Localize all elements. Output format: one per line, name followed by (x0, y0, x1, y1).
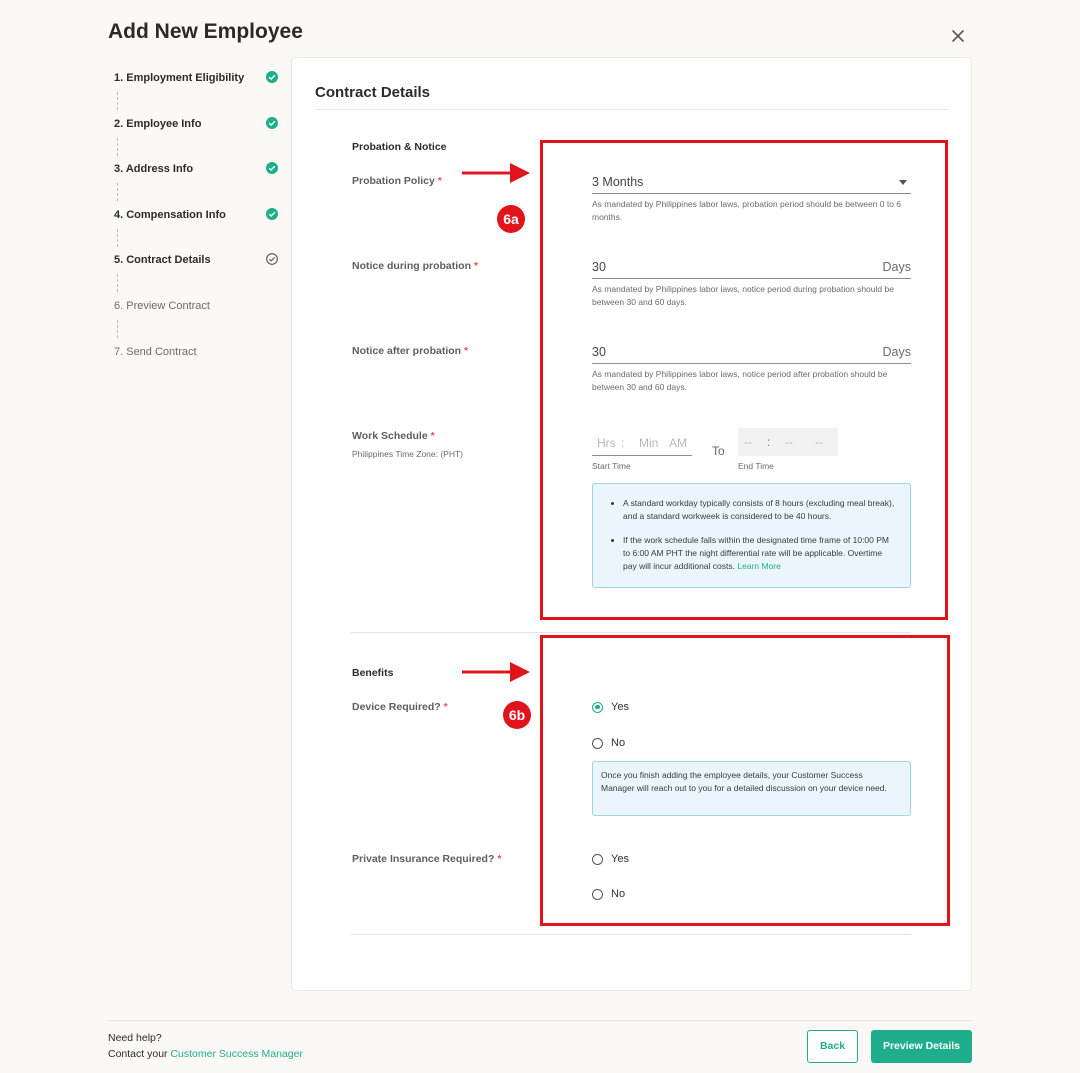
benefits-section-title: Benefits (352, 667, 394, 679)
step-employee-info[interactable] (114, 116, 284, 162)
step-connector (117, 320, 118, 338)
page-title: Add New Employee (108, 20, 303, 43)
step-compensation-info[interactable] (114, 207, 284, 253)
step-connector (117, 183, 118, 201)
back-button[interactable]: Back (807, 1030, 858, 1063)
customer-success-manager-link[interactable]: Customer Success Manager (170, 1048, 303, 1060)
to-label: To (712, 444, 725, 458)
learn-more-link[interactable]: Learn More (737, 561, 781, 571)
end-time-caption: End Time (738, 461, 774, 471)
required-mark: * (464, 345, 469, 357)
step-connector (117, 92, 118, 110)
minutes-placeholder: Min (639, 436, 659, 450)
required-mark: * (437, 175, 442, 187)
notice-during-value: 30 (592, 260, 606, 274)
device-required-label (352, 701, 448, 713)
step-label: 1. Employment Eligibility (114, 72, 245, 84)
label-text: Notice after probation (352, 345, 462, 357)
notice-after-value: 30 (592, 345, 606, 359)
required-mark: * (497, 853, 502, 865)
label-text: Notice during probation (352, 260, 471, 272)
label-text: Device Required? (352, 701, 441, 713)
divider (315, 109, 949, 110)
check-circle-icon (266, 116, 278, 128)
hours-placeholder: Hrs (597, 436, 616, 450)
notice-after-label (352, 345, 468, 357)
check-circle-outline-icon (266, 252, 278, 264)
radio-label: Yes (611, 701, 629, 713)
timezone-label: Philippines Time Zone: (PHT) (352, 449, 464, 459)
steps-sidebar (114, 70, 284, 389)
annotation-badge-6a: 6a (497, 205, 525, 233)
probation-policy-value: 3 Months (592, 175, 644, 189)
time-separator: : (767, 435, 771, 449)
arrow-right-icon (462, 161, 532, 185)
step-label: 6. Preview Contract (114, 299, 210, 312)
card-title: Contract Details (315, 84, 431, 101)
probation-policy-label (352, 175, 442, 187)
step-employment-eligibility[interactable] (114, 70, 284, 116)
radio-label: Yes (611, 853, 629, 865)
step-connector (117, 274, 118, 292)
info-text: If the work schedule falls within the designated time frame of 10:00 PM to 6:00 AM PHT the night differential rate will be applicable. Overtime pay will incur additional costs. (623, 535, 889, 571)
notice-after-helper: As mandated by Philippines labor laws, notice period after probation should be between 30 and 60 days. (592, 369, 888, 392)
required-mark: * (443, 701, 448, 713)
label-text: Probation Policy (352, 175, 435, 187)
work-schedule-label (352, 430, 435, 442)
days-unit: Days (882, 260, 911, 274)
contact-prefix: Contact your (108, 1048, 171, 1060)
label-text: Work Schedule (352, 430, 428, 442)
probation-section-title: Probation & Notice (352, 141, 447, 153)
start-time-caption: Start Time (592, 461, 631, 471)
step-label: 3. Address Info (114, 163, 194, 176)
step-contract-details[interactable] (114, 252, 284, 298)
required-mark: * (473, 260, 479, 272)
time-separator: : (621, 436, 625, 450)
device-info-text: Once you finish adding the employee details, your Customer Success Manager will reach out to you for a detailed discussion on your device need. (601, 770, 887, 793)
footer-divider (108, 1020, 972, 1021)
radio-label: No (611, 737, 626, 749)
arrow-right-icon (462, 660, 532, 684)
preview-details-button[interactable]: Preview Details (871, 1030, 972, 1063)
radio-label: No (611, 888, 626, 900)
step-send-contract[interactable] (114, 344, 284, 390)
info-item: • A standard workday typically consists of 8 hours (excluding meal break), and a standard workweek is considered to be 40 hours. (623, 497, 896, 523)
days-unit: Days (882, 345, 911, 359)
required-mark: * (430, 430, 435, 442)
probation-policy-helper: As mandated by Philippines labor laws, probation period should be between 0 to 6 months. (592, 199, 902, 222)
close-icon[interactable] (948, 26, 968, 46)
notice-during-helper: As mandated by Philippines labor laws, notice period during probation should be between 30 and 60 days. (592, 284, 894, 307)
step-label: 5. Contract Details (114, 254, 211, 267)
notice-during-label (352, 260, 478, 272)
check-circle-icon (266, 161, 278, 173)
annotation-badge-6b: 6b (503, 701, 531, 729)
contact-text (108, 1048, 303, 1060)
divider (351, 632, 911, 633)
help-text: Need help? (108, 1032, 162, 1044)
step-preview-contract[interactable] (114, 298, 284, 344)
step-address-info[interactable] (114, 161, 284, 207)
step-connector (117, 138, 118, 156)
step-connector (117, 229, 118, 247)
annotation-box-6a (540, 140, 948, 620)
step-label: 4. Compensation Info (114, 208, 226, 221)
step-label: 7. Send Contract (114, 345, 197, 358)
check-circle-icon (266, 207, 278, 219)
label-text: Private Insurance Required? (352, 853, 495, 865)
minutes-placeholder: -- (785, 435, 793, 449)
hours-placeholder: -- (744, 435, 752, 449)
check-circle-icon (266, 70, 278, 82)
ampm-placeholder: AM (669, 436, 687, 450)
insurance-required-label (352, 853, 501, 865)
step-label: 2. Employee Info (114, 117, 202, 130)
ampm-placeholder: -- (815, 435, 823, 449)
divider (351, 934, 911, 935)
annotation-box-6b (540, 635, 950, 926)
